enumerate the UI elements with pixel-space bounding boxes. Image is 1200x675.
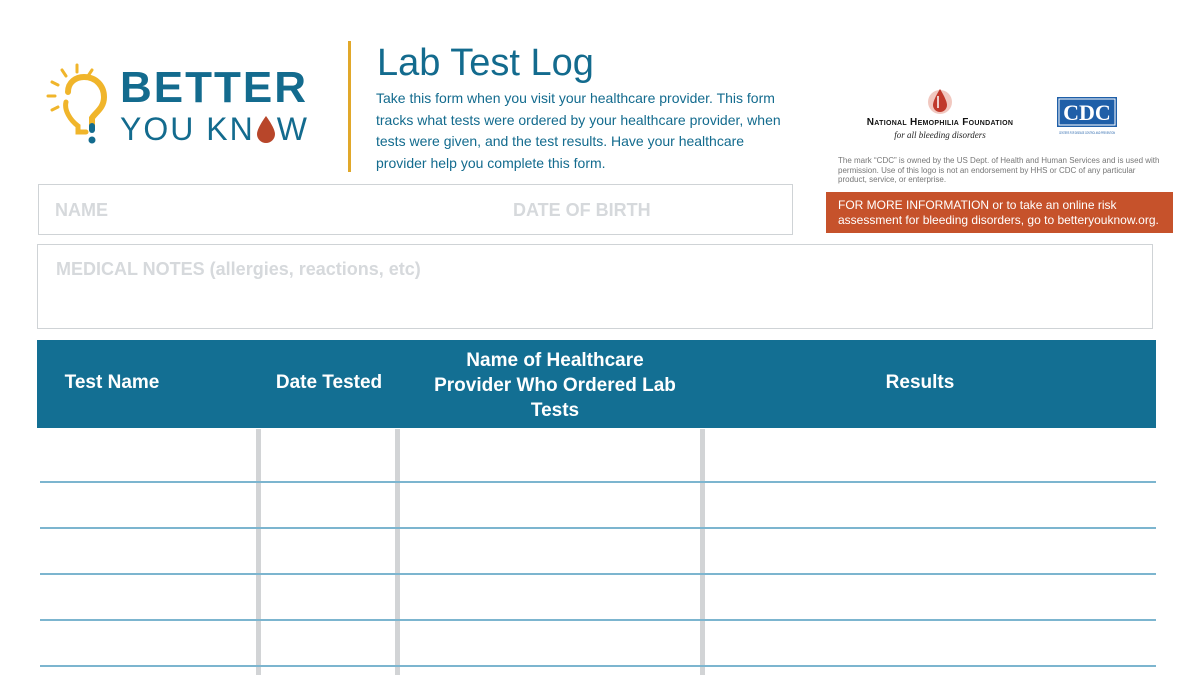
table-row[interactable] <box>40 527 1156 529</box>
medical-notes-field[interactable] <box>37 244 1153 329</box>
column-header-results: Results <box>885 372 955 393</box>
date-of-birth-label: DATE OF BIRTH <box>513 200 651 220</box>
cdc-label: CDC <box>1063 100 1111 125</box>
table-header <box>37 340 1156 428</box>
better-you-know-logo <box>44 62 324 146</box>
page-title: Lab Test Log <box>377 42 594 84</box>
nhf-name: National Hemophilia Foundation <box>866 117 1014 128</box>
logo-text-you-know <box>120 112 309 146</box>
cdc-disclaimer: The mark “CDC” is owned by the US Dept. of Health and Human Services and is used with permission. Use of this logo is not an endorsement by HHS or CDC of any particular product, service, or enterprise. <box>838 156 1160 184</box>
table-row[interactable] <box>40 665 1156 667</box>
header-divider <box>348 41 351 172</box>
cdc-logo <box>1057 97 1117 139</box>
column-divider <box>256 429 261 675</box>
logo-text-you-kn: YOU KN <box>120 111 255 147</box>
table-row[interactable] <box>40 481 1156 483</box>
more-info-banner: FOR MORE INFORMATION or to take an online risk assessment for bleeding disorders, go to betteryouknow.org. <box>826 192 1173 233</box>
column-header-date-tested: Date Tested <box>275 372 383 393</box>
nhf-tagline: for all bleeding disorders <box>894 130 986 140</box>
column-divider <box>395 429 400 675</box>
column-header-test-name: Test Name <box>64 372 160 393</box>
cdc-emblem-icon <box>1057 97 1117 139</box>
nhf-logo <box>860 86 1020 146</box>
name-label: NAME <box>55 200 108 220</box>
blood-drop-icon <box>255 115 277 143</box>
nhf-emblem-icon <box>926 86 954 116</box>
table-row[interactable] <box>40 619 1156 621</box>
medical-notes-label: MEDICAL NOTES (allergies, reactions, etc) <box>56 259 421 279</box>
cdc-subtext: CENTERS FOR DISEASE CONTROL AND PREVENTION <box>1059 130 1116 135</box>
logo-text-w: W <box>276 111 309 147</box>
column-divider <box>700 429 705 675</box>
lightbulb-icon <box>44 62 114 146</box>
name-field[interactable] <box>38 184 793 235</box>
column-header-provider: Name of Healthcare Provider Who Ordered Lab Tests <box>434 350 676 421</box>
logo-text-better: BETTER <box>120 63 308 112</box>
intro-text: Take this form when you visit your healthcare provider. This form tracks what tests were ordered by your healthcare provider, when tests were given, and the test results. Have your healthcare provider help you complete this form. <box>376 90 781 171</box>
table-row[interactable] <box>40 573 1156 575</box>
